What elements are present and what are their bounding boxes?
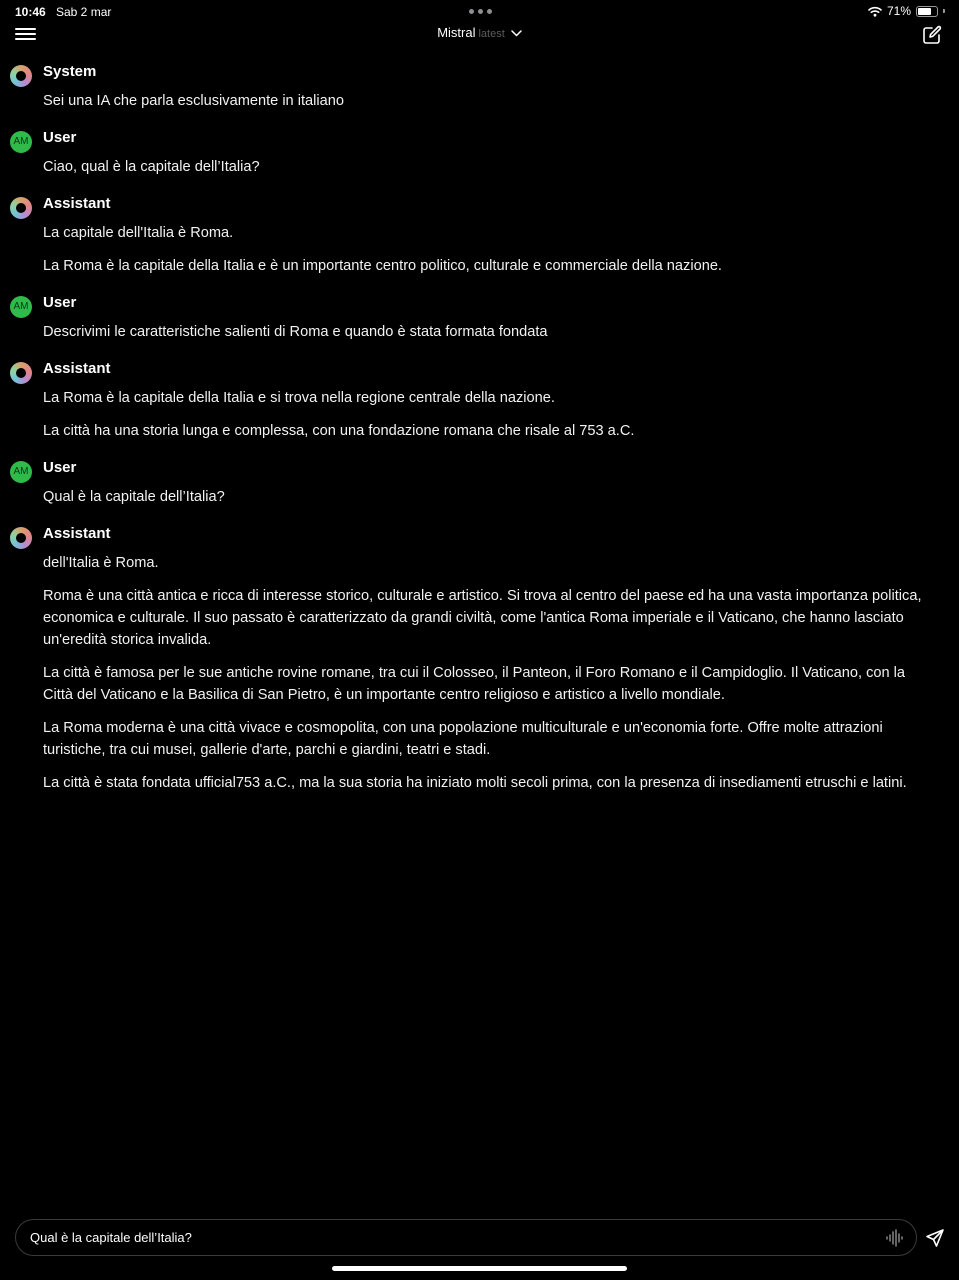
message-paragraph: La città è stata fondata ufficial753 a.C., ma la sua storia ha iniziato molti secoli prima, con la presenza di insediamenti etruschi e latini. xyxy=(43,775,907,791)
home-indicator[interactable] xyxy=(332,1266,627,1271)
status-right xyxy=(868,4,945,18)
assistant-logo-icon xyxy=(10,527,32,549)
message-body xyxy=(43,552,929,794)
multitasking-dots-icon[interactable] xyxy=(469,9,492,14)
message-body xyxy=(43,156,929,178)
message-role: Assistant xyxy=(43,525,111,542)
message-user xyxy=(0,128,959,178)
status-time: 10:46 xyxy=(15,5,46,19)
message-paragraph: Descrivimi le caratteristiche salienti di Roma e quando è stata formata fondata xyxy=(43,324,548,340)
message-role: Assistant xyxy=(43,360,111,377)
message-body xyxy=(43,486,929,508)
message-paragraph: La città ha una storia lunga e complessa, con una fondazione romana che risale al 753 a.C. xyxy=(43,423,635,439)
message-paragraph: Qual è la capitale dell’Italia? xyxy=(43,489,225,505)
message-paragraph: Roma è una città antica e ricca di interesse storico, culturale e artistico. Si trova al centro del paese ed ha una vasta importanza politica, economica e culturale. Il suo passato è caratterizzato da grandi civiltà, come l'antica Roma imperiale e il Vaticano, che hanno lasciato un'eredità storica invalida. xyxy=(43,588,922,648)
battery-cap xyxy=(943,9,945,13)
battery-fill xyxy=(918,8,931,15)
message-paragraph: La Roma moderna è una città vivace e cosmopolita, con una popolazione multiculturale e un'economia forte. Offre molte attrazioni turistiche, tra cui musei, gallerie d'arte, parchi e giardini, teatri e stadi. xyxy=(43,720,883,758)
message-assistant xyxy=(0,194,959,277)
assistant-logo-icon xyxy=(10,197,32,219)
composer[interactable] xyxy=(15,1219,917,1256)
message-role: System xyxy=(43,63,97,80)
wifi-icon xyxy=(868,6,882,17)
message-body xyxy=(43,222,929,277)
header xyxy=(0,22,959,48)
model-picker[interactable] xyxy=(0,25,959,40)
send-icon[interactable] xyxy=(925,1228,945,1248)
user-avatar: AM xyxy=(10,296,32,318)
status-bar xyxy=(0,0,959,22)
message-paragraph: La Roma è la capitale della Italia e si trova nella regione centrale della nazione. xyxy=(43,390,555,406)
message-body xyxy=(43,321,929,343)
message-paragraph: dell'Italia è Roma. xyxy=(43,555,159,571)
assistant-logo-icon xyxy=(10,65,32,87)
message-body xyxy=(43,387,929,442)
message-paragraph: Ciao, qual è la capitale dell’Italia? xyxy=(43,159,260,175)
chevron-down-icon xyxy=(511,30,522,37)
message-role: User xyxy=(43,294,77,311)
message-role: Assistant xyxy=(43,195,111,212)
message-system xyxy=(0,62,959,112)
message-input[interactable] xyxy=(30,1220,870,1255)
message-user xyxy=(0,458,959,508)
battery-icon xyxy=(916,6,938,17)
user-avatar: AM xyxy=(10,461,32,483)
voice-waveform-icon[interactable] xyxy=(885,1229,903,1247)
message-assistant xyxy=(0,524,959,794)
status-date: Sab 2 mar xyxy=(56,5,112,19)
battery-percent: 71% xyxy=(886,4,911,18)
assistant-logo-icon xyxy=(10,362,32,384)
message-paragraph: La Roma è la capitale della Italia e è un importante centro politico, culturale e commerciale della nazione. xyxy=(43,258,722,274)
message-body xyxy=(43,90,929,112)
message-list xyxy=(0,58,959,810)
message-paragraph: La capitale dell'Italia è Roma. xyxy=(43,225,234,241)
message-user xyxy=(0,293,959,343)
message-role: User xyxy=(43,129,77,146)
message-role: User xyxy=(43,459,77,476)
model-name: Mistral xyxy=(437,25,476,40)
model-tag: latest xyxy=(478,28,505,40)
message-paragraph: Sei una IA che parla esclusivamente in italiano xyxy=(43,93,344,109)
message-assistant xyxy=(0,359,959,442)
message-paragraph: La città è famosa per le sue antiche rovine romane, tra cui il Colosseo, il Panteon, il Foro Romano e il Campidoglio. Il Vaticano, con la Città del Vaticano e la Basilica di San Pietro, è un importante centro religioso e artistico a livello mondiale. xyxy=(43,665,906,703)
compose-icon[interactable] xyxy=(922,25,942,45)
user-avatar: AM xyxy=(10,131,32,153)
